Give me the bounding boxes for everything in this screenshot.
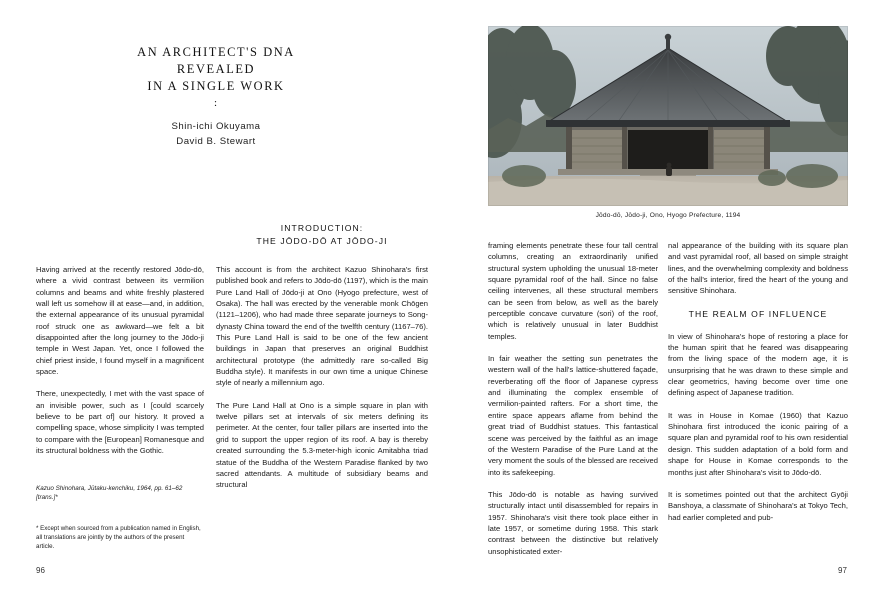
paragraph: The Pure Land Hall at Ono is a simple square in plan with twelve pillars set at intervals of six meters defining its perimeter. At the center, four taller pillars are inserted into the grid to support the upper region of its roof. A bay is thereby created surrounding the 5.3-meter-high iconic Amitabha triad statue of the Buddha of the Western Paradise flanked by two sacred attendants. A multitude of subsidiary beams and structural <box>216 400 428 490</box>
paragraph: There, unexpectedly, I met with the vast space of an invisible power, such as I [could scarcely believe to be part of] our history. It proved a compelling space, whose simplicity I was tempted to compare with the [European] Romanesque and its structural boldness with the Gothic. <box>36 389 204 456</box>
body-column-right-1 <box>488 240 658 568</box>
article-title-block <box>96 44 336 149</box>
paragraph: In fair weather the setting sun penetrates the western wall of the hall's lattice-shuttered façade, reverberating off the floor of Japanese cypress and illuminating the complex ensemble of vermilion-painted rafters. For a short time, the entire space appears aflame from behind the great triad of Buddhist statues. This fantastical scene was perceived by the faithful as an image of the Western Paradise of the Pure Land at the very moment the souls of the blessed are received into its safekeeping. <box>488 354 658 477</box>
footnote-text: * Except when sourced from a publication named in English, all translations are jointly by the authors of the present article. <box>36 525 201 551</box>
paragraph: nal appearance of the building with its square plan and vast pyramidal roof, all based on simple straight lines, and the overwhelming complexity and boldness of the hall's interior, fired the heart of the young and sensitive Shinohara. <box>668 241 848 296</box>
figure-caption: Jōdo-dō, Jōdo-ji, Ono, Hyogo Prefecture, 1194 <box>595 212 741 219</box>
author-name-2: David B. Stewart <box>176 136 256 147</box>
paragraph: In view of Shinohara's hope of restoring a place for the human spirit that he feared was disappearing from the living space of the modern age, it is unsurprising that he was drawn to these simple and clear geometrics, having become over time one defining aspect of Japanese tradition. <box>668 331 848 398</box>
body-column-left-2 <box>216 264 428 502</box>
section-heading-line-1: INTRODUCTION: <box>280 223 364 233</box>
body-column-right-2 <box>668 240 848 534</box>
page-title-line-1: AN ARCHITECT'S DNA <box>137 45 295 59</box>
subsection-heading: THE REALM OF INFLUENCE <box>688 308 828 319</box>
paragraph: This account is from the architect Kazuo Shinohara's first published book and refers to Jōdo-dō (1197), which is the main Pure Land Hall of Jōdo-ji at Ono (Hyogo prefecture, west of Osaka). The hall was erected by the venerable monk Chōgen (1121–1206), who had made three separate journeys to Song-dynasty China toward the end of the twelfth century (1167–76). This Pure Land Hall is said to be one of the few ancient buildings in Japan that preserves an original Buddhist architectural prototype (the admittedly rare so-called Big Buddha style). It manifests in our own time a unique Chinese style of nearly a millennium ago. <box>216 265 428 388</box>
title-separator: : <box>213 97 219 109</box>
jodo-do-temple-photograph <box>488 26 848 206</box>
folio-left: 96 <box>36 566 45 575</box>
author-list <box>96 119 336 149</box>
page-title-line-3: IN A SINGLE WORK <box>147 79 285 93</box>
paragraph: This Jōdo-dō is notable as having survived structurally intact until disassembled for repairs in 1957. Shinohara's visit there took place either in late 1957, or sometime during 1958. This stark contrast between the distinctive but relatively unsophisticated exter- <box>488 489 658 556</box>
page-title-line-2: REVEALED <box>176 62 256 76</box>
paragraph: It is sometimes pointed out that the architect Gyōji Banshoya, a classmate of Shinohara's at Tokyo Tech, had earlier completed and pub- <box>668 489 848 522</box>
section-heading <box>216 222 428 248</box>
author-name-1: Shin-ichi Okuyama <box>171 121 261 132</box>
paragraph: framing elements penetrate these four tall central columns, creating an extraordinarily unified structural system upholding the unusual 18-meter square pyramidal roof of the hall. Since no false ceiling intervenes, all these structural members can be seen from below, as well as the barely perceptible concave curvature (sori) of the roof, which is relatively unusual in later Buddhist temples. <box>488 241 658 341</box>
folio-right: 97 <box>838 566 847 575</box>
paragraph: Having arrived at the recently restored Jōdo-dō, where a vivid contrast between its vermilion columns and beams and white freshly plastered wall left us somehow ill at ease—and, in addition, the external appearance of its unusual pyramidal roof struck one as awkward—we felt a bit disappointed after the long journey to the Jōdo-ji temple in West Japan. Yet, once I followed the chief priest inside, I found myself in a magnificent space. <box>36 265 204 377</box>
paragraph: It was in House in Komae (1960) that Kazuo Shinohara first introduced the iconic pairing of a square plan and pyramidal roof to his own residential design. This sudden adaptation of a bold form and shape for House in Komae corresponds to the months just after Shinohara's visit to Jōdo-dō. <box>668 410 848 477</box>
section-heading-line-2: THE JŌDO-DŌ AT JŌDO-JI <box>256 236 388 246</box>
source-citation: Kazuo Shinohara, Jūtaku-kenchiku, 1964, pp. 61–62 [trans.]* <box>36 485 183 502</box>
footnote <box>36 524 204 552</box>
body-column-left-1 <box>36 264 204 468</box>
